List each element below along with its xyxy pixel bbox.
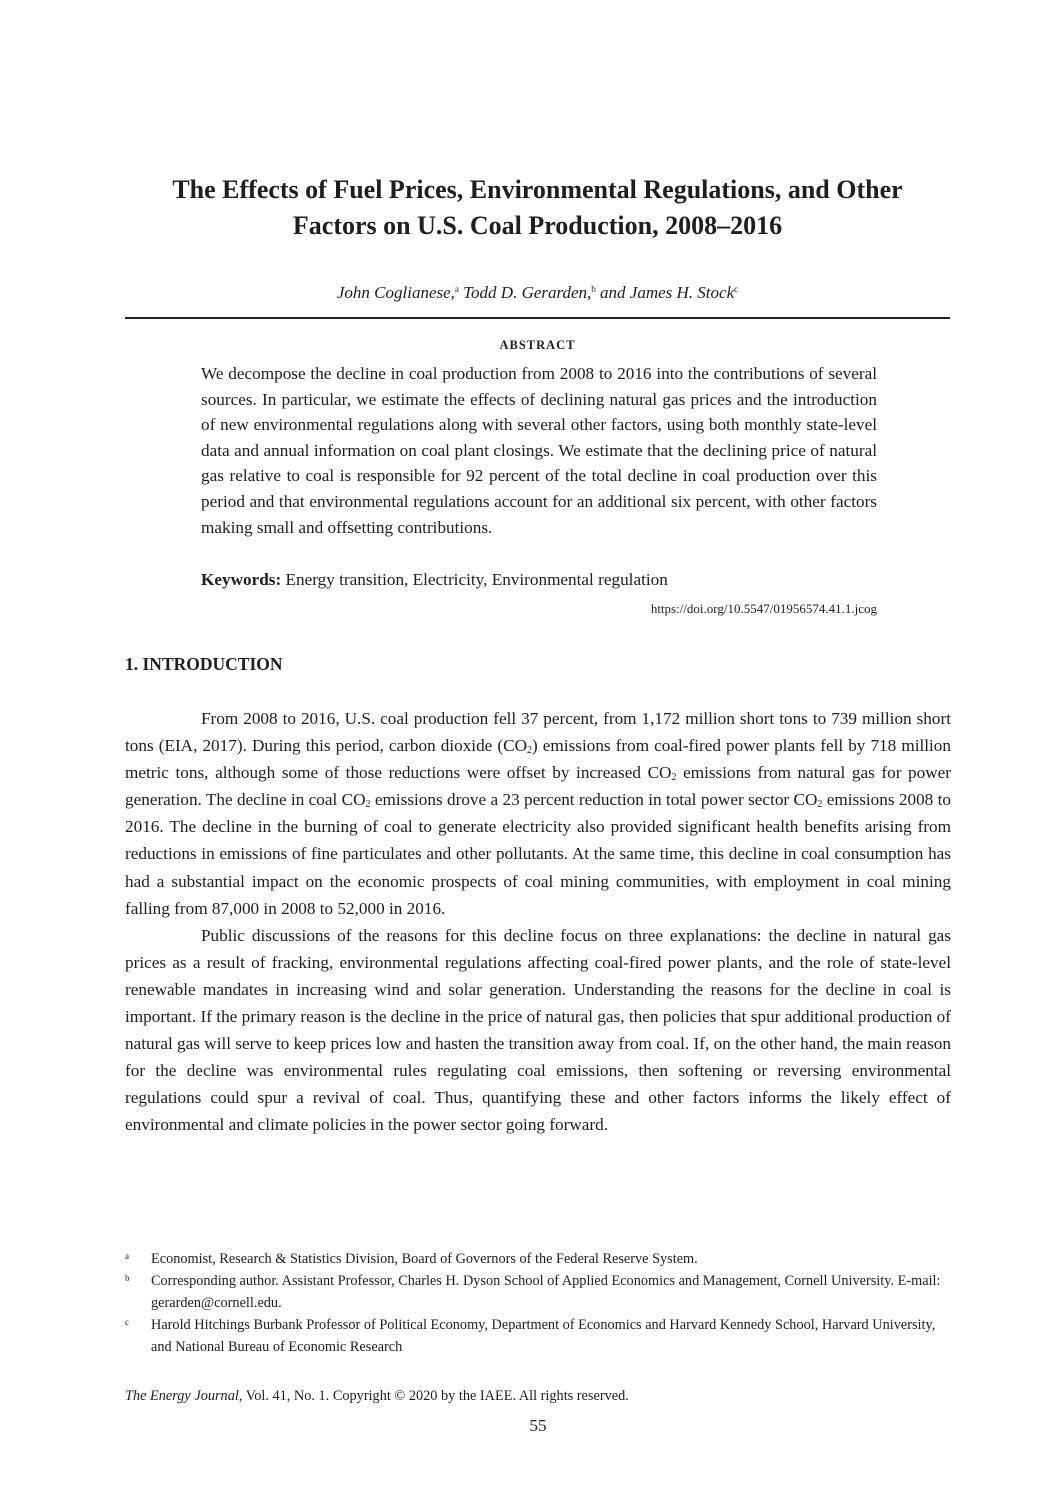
journal-copyright: , Vol. 41, No. 1. Copyright © 2020 by the IAEE. All rights reserved. [238, 1388, 629, 1404]
keywords-list: Energy transition, Electricity, Environmental regulation [281, 570, 668, 589]
co2-subscript: 2 [671, 772, 677, 784]
intro-p1-text-4: emissions drove a 23 percent reduction in total power sector CO [370, 790, 818, 810]
footnotes [125, 1248, 951, 1358]
abstract-heading: ABSTRACT [499, 338, 576, 352]
body-text [125, 705, 951, 1139]
footnote-text: Economist, Research & Statistics Division, Board of Governors of the Federal Reserve System. [151, 1251, 698, 1267]
footnote-b [125, 1270, 951, 1314]
author-coglianese: John Coglianese, [336, 283, 455, 302]
co2-subscript: 2 [817, 799, 823, 811]
intro-p1-text-3: emissions from natural gas for power generation. The decline in coal CO [125, 763, 951, 810]
author-coglianese-mark: a [454, 284, 459, 294]
author-gerarden-mark: b [591, 284, 596, 294]
co2-subscript: 2 [527, 745, 532, 757]
intro-p1-text-2: ) emissions from coal-fired power plants fell by 718 million metric tons, although some of those reductions were offset by increased CO [125, 736, 951, 783]
keywords-line [201, 568, 877, 592]
author-list [125, 282, 950, 304]
intro-paragraph-1 [125, 705, 951, 922]
header-divider [125, 317, 950, 319]
doi-link[interactable]: https://doi.org/10.5547/01956574.41.1.jcog [650, 601, 877, 616]
abstract-text: We decompose the decline in coal production from 2008 to 2016 into the contributions of several sources. In particular, we estimate the effects of declining natural gas prices and the introduction of new environmental regulations along with several other factors, using both monthly state-level data and annual information on coal plant closings. We estimate that the declining price of natural gas relative to coal is responsible for 92 percent of the total decline in coal production over this period and that environmental regulations account for an additional six percent, with other factors making small and offsetting contributions. [201, 364, 877, 537]
author-stock: and James H. Stock [595, 283, 735, 302]
paper-title-line-2: Factors on U.S. Coal Production, 2008–2016 [292, 211, 783, 240]
footnote-mark: a [125, 1251, 129, 1261]
footnote-mark: b [125, 1273, 130, 1283]
author-gerarden: Todd D. Gerarden, [458, 283, 592, 302]
page-number: 55 [529, 1416, 547, 1435]
intro-p1-text-5: emissions 2008 to 2016. The decline in the burning of coal to generate electricity also provided significant health benefits arising from reductions in emissions of fine particulates and other pollutants. At the same time, this decline in coal consumption has had a substantial impact on the economic prospects of coal mining communities, with employment in coal mining falling from 87,000 in 2008 to 52,000 in 2016. [125, 790, 951, 918]
intro-p1-text-1: From 2008 to 2016, U.S. coal production fell 37 percent, from 1,172 million short tons to 739 million short tons (EIA, 2017). During this period, carbon dioxide (CO [125, 709, 951, 756]
intro-paragraph-2: Public discussions of the reasons for this decline focus on three explanations: the decline in natural gas prices as a result of fracking, environmental regulations affecting coal-fired power plants, and the role of state-level renewable mandates in increasing wind and solar generation. Understanding the reasons for the decline in coal is important. If the primary reason is the decline in the price of natural gas, then policies that spur additional production of natural gas will serve to keep prices low and hasten the transition away from coal. If, on the other hand, the main reason for the decline was environmental rules regulating coal emissions, then softening or reversing environmental regulations could spur a revival of coal. Thus, quantifying these and other factors informs the likely effect of environmental and climate policies in the power sector going forward. [125, 925, 951, 1135]
keywords-label: Keywords: [201, 570, 282, 589]
footnote-text: Corresponding author. Assistant Professor, Charles H. Dyson School of Applied Economics and Management, Cornell University. E-mail: gerarden@cornell.edu. [151, 1273, 941, 1311]
journal-name: The Energy Journal [125, 1388, 239, 1404]
co2-subscript: 2 [365, 799, 371, 811]
footnote-c [125, 1314, 951, 1358]
journal-citation [125, 1386, 629, 1406]
author-stock-mark: c [734, 284, 739, 294]
paper-title-line-1: The Effects of Fuel Prices, Environmental Regulations, and Other [172, 175, 903, 204]
section-heading-introduction: 1. INTRODUCTION [125, 654, 283, 674]
paper-title [110, 172, 965, 244]
footnote-a [125, 1248, 951, 1270]
footnote-mark: c [125, 1317, 129, 1327]
footnote-text: Harold Hitchings Burbank Professor of Political Economy, Department of Economics and Harvard Kennedy School, Harvard University, and National Bureau of Economic Research [151, 1317, 936, 1355]
